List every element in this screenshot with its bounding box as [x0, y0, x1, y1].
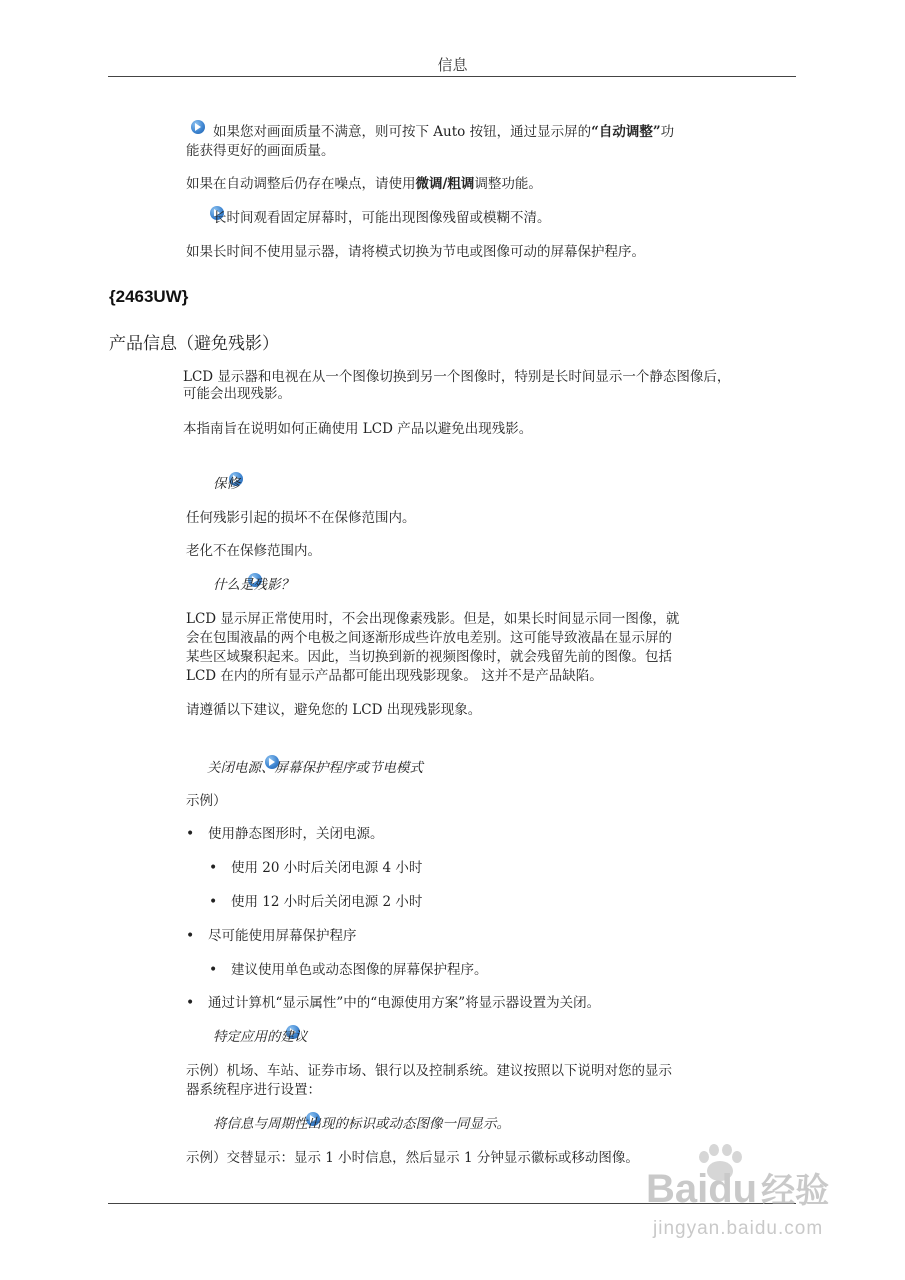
- tip1-text-c: 功: [660, 124, 675, 140]
- bullet-dot: •: [209, 860, 218, 876]
- model-heading: {2463UW}: [109, 287, 189, 306]
- bullet-dot: •: [186, 995, 195, 1011]
- watermark-brand: [646, 1168, 829, 1212]
- tip2-line: 长时间观看固定屏幕时，可能出现图像残留或模糊不清。: [213, 210, 551, 226]
- watermark-brand-b: du: [708, 1167, 758, 1211]
- tip1-line1: [213, 122, 674, 142]
- tip2-followup: 如果长时间不使用显示器，请将模式切换为节电或图像可动的屏幕保护程序。: [186, 244, 645, 260]
- power-bullet1b: 使用 12 小时后关闭电源 2 小时: [231, 894, 423, 910]
- power-bullet2: 尽可能使用屏幕保护程序: [208, 928, 357, 944]
- watermark-brand-a: Bai: [646, 1167, 709, 1211]
- tip2-text-bold: 微调/粗调: [415, 176, 475, 192]
- what-line5: 请遵循以下建议，避免您的 LCD 出现残影现象。: [186, 702, 482, 718]
- what-line3: 某些区域聚积起来。因此，当切换到新的视频图像时，就会残留先前的图像。包括: [186, 649, 672, 665]
- what-line2: 会在包围液晶的两个电极之间逐渐形成些许放电差别。这可能导致液晶在显示屏的: [186, 630, 672, 646]
- power-bullet2a: 建议使用单色或动态图像的屏幕保护程序。: [231, 962, 488, 978]
- header-divider: [108, 76, 796, 77]
- specific-line2: 器系统程序进行设置：: [186, 1082, 321, 1098]
- watermark-url: jingyan.baidu.com: [653, 1218, 824, 1239]
- tip1-text-a: 如果您对画面质量不满意，则可按下 Auto 按钮，通过显示屏的: [213, 124, 592, 140]
- tip2-text-a: 如果在自动调整后仍存在噪点，请使用: [186, 176, 416, 192]
- watermark-brand-cn: 经验: [761, 1172, 830, 1210]
- bullet-dot: •: [209, 962, 218, 978]
- arrow-bullet-icon: [191, 120, 205, 134]
- specific-line1: 示例）机场、车站、证券市场、银行以及控制系统。建议按照以下说明对您的显示: [186, 1063, 672, 1079]
- bullet-dot: •: [186, 826, 195, 842]
- info-display-title: 将信息与周期性出现的标识或动态图像一同显示。: [213, 1116, 510, 1132]
- power-bullet1a: 使用 20 小时后关闭电源 4 小时: [231, 860, 423, 876]
- what-title: 什么是残影？: [213, 577, 294, 593]
- power-bullet1: 使用静态图形时，关闭电源。: [208, 826, 384, 842]
- bullet-dot: •: [186, 928, 195, 944]
- intro-line1: LCD 显示器和电视在从一个图像切换到另一个图像时，特别是长时间显示一个静态图像后，: [183, 369, 731, 385]
- tip1-line2: 能获得更好的画面质量。: [186, 143, 335, 159]
- tip1-text-bold: “自动调整”: [591, 124, 661, 140]
- page-header-title: 信息: [437, 56, 468, 74]
- info-display-line1: 示例）交替显示：显示 1 小时信息，然后显示 1 分钟显示徽标或移动图像。: [186, 1150, 639, 1166]
- intro-line2: 可能会出现残影。: [183, 386, 291, 402]
- what-line1: LCD 显示屏正常使用时，不会出现像素残影。但是，如果长时间显示同一图像，就: [186, 611, 680, 627]
- tip1-followup: [186, 174, 542, 194]
- power-title: 关闭电源、屏幕保护程序或节电模式: [207, 760, 423, 776]
- power-example: 示例）: [186, 793, 227, 809]
- warranty-line1: 任何残影引起的损坏不在保修范围内。: [186, 510, 416, 526]
- bullet-dot: •: [209, 894, 218, 910]
- intro-line3: 本指南旨在说明如何正确使用 LCD 产品以避免出现残影。: [183, 421, 533, 437]
- tip2-text-c: 调整功能。: [474, 176, 542, 192]
- power-bullet3: 通过计算机“显示属性”中的“电源使用方案”将显示器设置为关闭。: [208, 995, 601, 1011]
- specific-title: 特定应用的建议: [213, 1029, 308, 1045]
- section-heading: 产品信息（避免残影）: [109, 334, 279, 353]
- warranty-line2: 老化不在保修范围内。: [186, 543, 321, 559]
- what-line4: LCD 在内的所有显示产品都可能出现残影现象。 这并不是产品缺陷。: [186, 668, 603, 684]
- warranty-title: 保修: [213, 476, 240, 492]
